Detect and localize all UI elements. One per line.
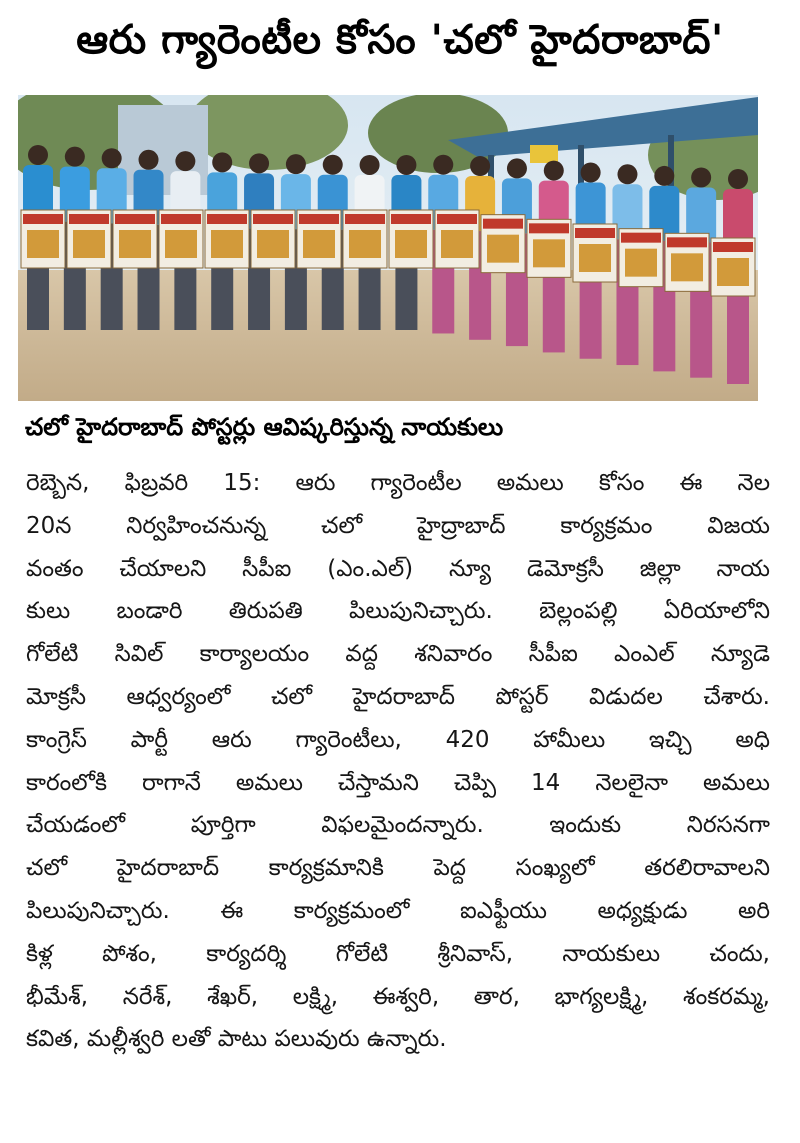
article-line: రెబ్బెన, ఫిబ్రవరి 15: ఆరు గ్యారెంటీల అమలు కోసం ఈ నెల — [26, 470, 770, 496]
poster — [435, 210, 479, 268]
article-line: 20న నిర్వహించనున్న చలో హైద్రాబాద్ కార్యక్రమం విజయ — [26, 512, 770, 539]
poster — [619, 229, 663, 287]
poster — [21, 210, 65, 268]
poster — [159, 210, 203, 268]
news-photo — [18, 95, 758, 401]
article-line: కారంలోకి రాగానే అమలు చేస్తామని చెప్పి 14 నెలలైనా అమలు — [26, 769, 770, 796]
article-line: చలో హైదరాబాద్ కార్యక్రమానికి పెద్ద సంఖ్యలో తరలిరావాలని — [26, 855, 770, 882]
poster — [297, 210, 341, 268]
photo-caption: చలో హైదరాబాద్ పోస్టర్లు ఆవిష్కరిస్తున్న నాయకులు — [25, 413, 504, 441]
photo-illustration — [18, 95, 758, 401]
poster — [711, 238, 755, 296]
poster — [389, 210, 433, 268]
headline: ఆరు గ్యారెంటీల కోసం 'చలో హైదరాబాద్' — [76, 17, 724, 63]
article-line: భీమేశ్, నరేశ్, శేఖర్, లక్ష్మి, ఈశ్వరి, తార, భాగ్యలక్ష్మి, శంకరమ్మ, — [26, 983, 770, 1010]
article-line: వంతం చేయాలని సీపీఐ (ఎం.ఎల్) న్యూ డెమోక్రసీ జిల్లా నాయ — [26, 555, 770, 582]
poster — [573, 224, 617, 282]
article-body — [26, 462, 770, 1061]
poster — [527, 219, 571, 277]
poster — [67, 210, 111, 268]
poster — [113, 210, 157, 268]
article-line: కిళ్ల పోశం, కార్యదర్శి గోలేటి శ్రీనివాస్, నాయకులు చందు, — [26, 940, 770, 967]
article-line: కులు బండారి తిరుపతి పిలుపునిచ్చారు. బెల్లంపల్లి ఏరియాలోని — [26, 598, 770, 625]
article-line: చేయడంలో పూర్తిగా విఫలమైందన్నారు. ఇందుకు నిరసనగా — [26, 812, 770, 839]
poster — [251, 210, 295, 268]
poster — [205, 210, 249, 268]
poster — [343, 210, 387, 268]
poster — [665, 233, 709, 291]
article-line: పిలుపునిచ్చారు. ఈ కార్యక్రమంలో ఐఎఫ్టీయు అధ్యక్షుడు అరి — [26, 897, 770, 924]
article-line: కవిత, మల్లీశ్వరి లతో పాటు పలువురు ఉన్నారు. — [26, 1026, 447, 1053]
article-line: గోలేటి సివిల్ కార్యాలయం వద్ద శనివారం సీపీఐ ఎంఎల్ న్యూడె — [26, 641, 770, 668]
poster — [481, 215, 525, 273]
article-line: మోక్రసీ ఆధ్వర్యంలో చలో హైదరాబాద్ పోస్టర్ విడుదల చేశారు. — [26, 683, 770, 710]
article-line: కాంగ్రెస్ పార్టీ ఆరు గ్యారెంటీలు, 420 హామీలు ఇచ్చి అధి — [26, 726, 770, 753]
